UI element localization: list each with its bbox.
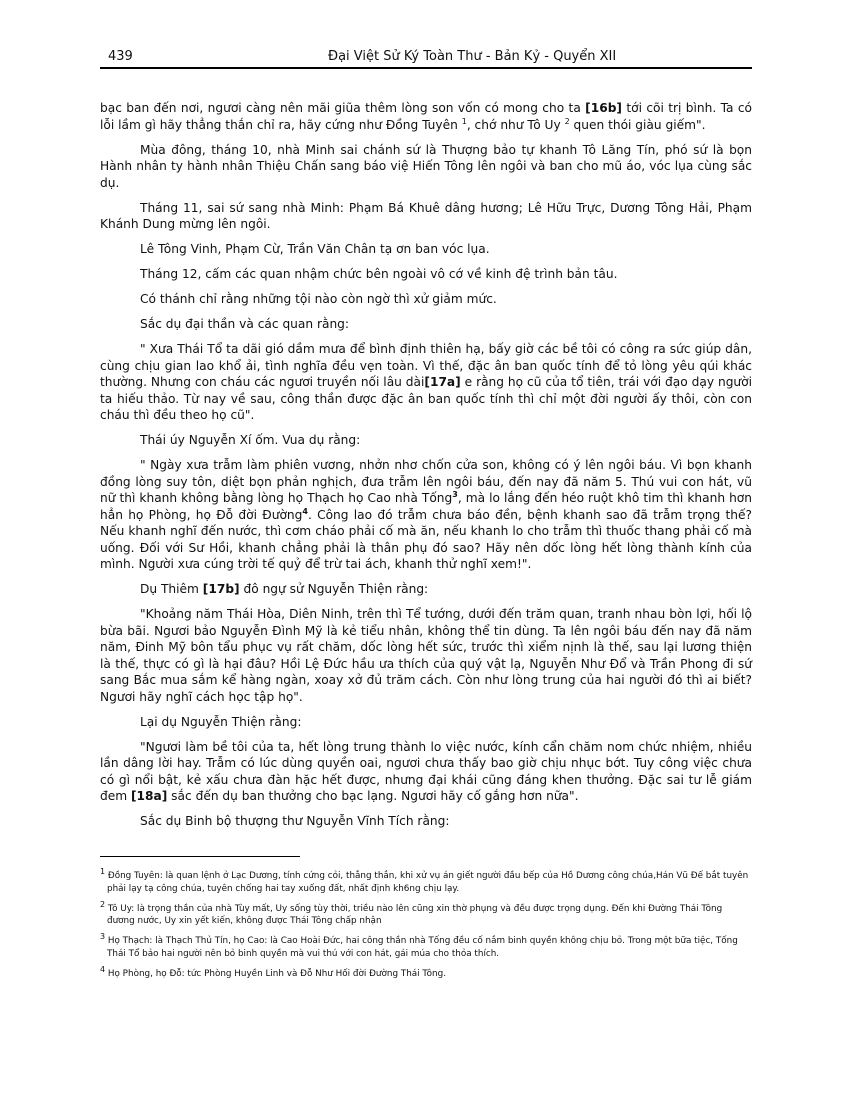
paragraph: "Khoảng năm Thái Hòa, Diên Ninh, trên thì Tể tướng, dưới đến trăm quan, tranh nhau bòn lợi, hối lộ bừa bãi. Ngươi bảo Nguyễn Đình Mỹ là kẻ tiểu nhân, không thể tin dùng. Ta lên ngôi báu đến nay đã năm năm, Đinh Mỹ bôn tẩu phục vụ rất chăm, dốc lòng hết sức, trước thì xiểm nịnh là thế, sau lại lương thiện là thế, thực có gì là hại đâu? Hồi Lệ Đức hầu ưa thích của quý vật lạ, Nguyễn Như Đổ và Trần Phong đi sứ sang Bắc mua sắm kể hàng ngàn, xoay xở đủ trăm cách. Còn như lòng trung của hai người đó thì ai biết? Ngươi hãy nghĩ cách học tập họ".	[100, 607, 752, 704]
footnote-number: 1	[100, 867, 106, 877]
footnote-ref: 4	[302, 506, 308, 516]
paragraph: Sắc dụ đại thần và các quan rằng:	[140, 317, 350, 331]
page-number: 439	[108, 49, 133, 64]
paragraph: Thái úy Nguyễn Xí ốm. Vua dụ rằng:	[140, 433, 361, 447]
paragraph: bạc ban đến nơi, ngươi càng nên mãi giũa thêm lòng son vốn có mong cho ta [16b] tới cõi trị bình. Ta có lỗi lầm gì hãy thẳng thắn chỉ ra, hãy cứng như Đồng Tuyên $^1$, chớ như Tô Uy $^2$ quen thói giàu giếm".	[100, 101, 752, 132]
footnote: $^3$ Họ Thạch: là Thạch Thủ Tín, họ Cao: là Cao Hoài Đức, hai công thần nhà Tống đều cố nắm binh quyền không chịu bỏ. Trong một bữa tiệc, Tống Thái Tổ bảo hai người nên bỏ binh quyền mà vui thú với con hát, gái múa cho thỏa thích.	[100, 932, 738, 959]
footnote-divider	[100, 856, 300, 857]
footnote: $^4$ Họ Phòng, họ Đỗ: tức Phòng Huyền Linh và Đỗ Như Hối đời Đường Thái Tông.	[100, 964, 446, 979]
page-title: Đại Việt Sử Ký Toàn Thư - Bản Kỷ - Quyển XII	[328, 49, 617, 64]
footnote-ref: 1	[461, 116, 467, 126]
paragraph: Tháng 12, cấm các quan nhậm chức bên ngoài vô cớ về kinh đệ trình bản tâu.	[140, 267, 618, 281]
footnote-ref: 3	[452, 489, 458, 499]
paragraph: Có thánh chỉ rằng những tội nào còn ngờ thì xử giảm mức.	[140, 292, 497, 306]
folio-marker: [16b]	[585, 101, 622, 115]
paragraph: " Xưa Thái Tổ ta dãi gió dầm mưa để bình định thiên hạ, bấy giờ các bề tôi có công ra sức giúp dân, cùng chịu gian lao khổ ải, tình nghĩa đều vẹn toàn. Vì thế, đặc ân ban quốc tính để tỏ lòng yêu qúi khác thường. Nhưng con cháu các ngươi truyền nối lâu dài[17a] e rằng họ cũ của tổ tiên, trái với đạo dạy người ta hiếu thảo. Từ nay về sau, công thần được đặc ân ban quốc tính thì chỉ một đời người ấy thôi, còn con cháu thì đều theo họ cũ".	[100, 342, 752, 422]
paragraph: Lại dụ Nguyễn Thiện rằng:	[140, 714, 302, 729]
footnote: $^1$ Đồng Tuyên: là quan lệnh ở Lạc Dương, tính cứng cỏi, thẳng thắn, khi xử vụ án giết người đầu bếp của Hồ Dương công chúa,Hán Vũ Đế bắt tuyên phải lạy tạ công chúa, tuyên chống hai tay xuống đất, nhất định kh6ng chịu lạy.	[100, 867, 749, 894]
paragraph: Mùa đông, tháng 10, nhà Minh sai chánh sứ là Thượng bảo tự khanh Tô Lăng Tín, phó sứ là bọn Hành nhân ty hành nhân Thiệu Chấn sang báo việ Hiến Tông lên ngôi và ban cho mũ áo, vóc lụa cùng sắc dụ.	[100, 142, 752, 190]
folio-marker: [17a]	[424, 375, 461, 389]
footnote-number: 3	[100, 932, 106, 942]
page-header	[100, 49, 752, 69]
footnote-number: 4	[100, 964, 106, 974]
paragraph: Dụ Thiêm [17b] đô ngự sử Nguyễn Thiện rằng:	[140, 582, 429, 596]
paragraph: Tháng 11, sai sứ sang nhà Minh: Phạm Bá Khuê dâng hương; Lê Hữu Trực, Dương Tông Hải, Phạm Khánh Dung mừng lên ngôi.	[100, 200, 752, 231]
footnote-ref: 2	[564, 116, 570, 126]
main-text	[100, 100, 752, 838]
footnotes	[100, 867, 752, 988]
paragraph: Sắc dụ Binh bộ thượng thư Nguyễn Vĩnh Tích rằng:	[140, 814, 450, 828]
footnote-number: 2	[100, 899, 106, 909]
folio-marker: [18a]	[130, 789, 168, 803]
folio-marker: [17b]	[202, 582, 240, 596]
paragraph: " Ngày xưa trẫm làm phiên vương, nhởn nhơ chốn cửa son, không có ý lên ngôi báu. Vì bọn khanh đồng lòng suy tôn, diệt bọn phản nghịch, đưa trẫm lên ngôi báu, đến nay đã năm 5. Thú vui con hát, vũ nữ thì khanh không bằng lòng họ Thạch họ Cao nhà Tống$^3$, mà lo lắng đến héo ruột khô tim thì khanh hơn hẳn họ Phòng, họ Đỗ đời Đường$^4$. Công lao đó trẫm chưa báo đền, bệnh khanh sao đã trẫm trọng thế? Nếu khanh nghĩ đến nước, thì cơm cháo phải cố mà ăn, nếu khanh lo cho trẫm thì thuốc thang phải cố mà uống. Đối với Sư Hồi, khanh chẳng phải là thân phụ đó sao? Hãy nên dốc lòng hết lòng thành kính của mình. Người xưa cúng trời tế quỷ để trừ tai ách, khanh thử nghĩ xem!".	[100, 458, 752, 571]
paragraph: "Ngươi làm bề tôi của ta, hết lòng trung thành lo việc nước, kính cẩn chăm nom chức nhiệm, nhiều lần dâng lời hay. Trẫm có lúc dùng quyền oai, ngươi chưa thấy bao giờ chịu nhục bớt. Tuy công việc chưa có gì nổi bật, kẻ xấu chưa đàn hặc hết được, nhưng đại khái cũng đáng khen thưởng. Đặc sai tư lễ giám đem [18a] sắc đến dụ ban thưởng cho bạc lạng. Ngươi hãy cố gắng hơn nữa".	[100, 739, 752, 803]
paragraph: Lê Tông Vinh, Phạm Cừ, Trần Văn Chân tạ ơn ban vóc lụa.	[140, 242, 490, 256]
footnote: $^2$ Tô Uy: là trọng thần của nhà Tùy mất, Uy sống tùy thời, triều nào lên cũng xin thờ phụng và đều được trọng dụng. Đến khi Đường Thái Tông đương nước, Uy xin yết kiến, không được Thái Tông chấp nhận	[100, 899, 723, 926]
